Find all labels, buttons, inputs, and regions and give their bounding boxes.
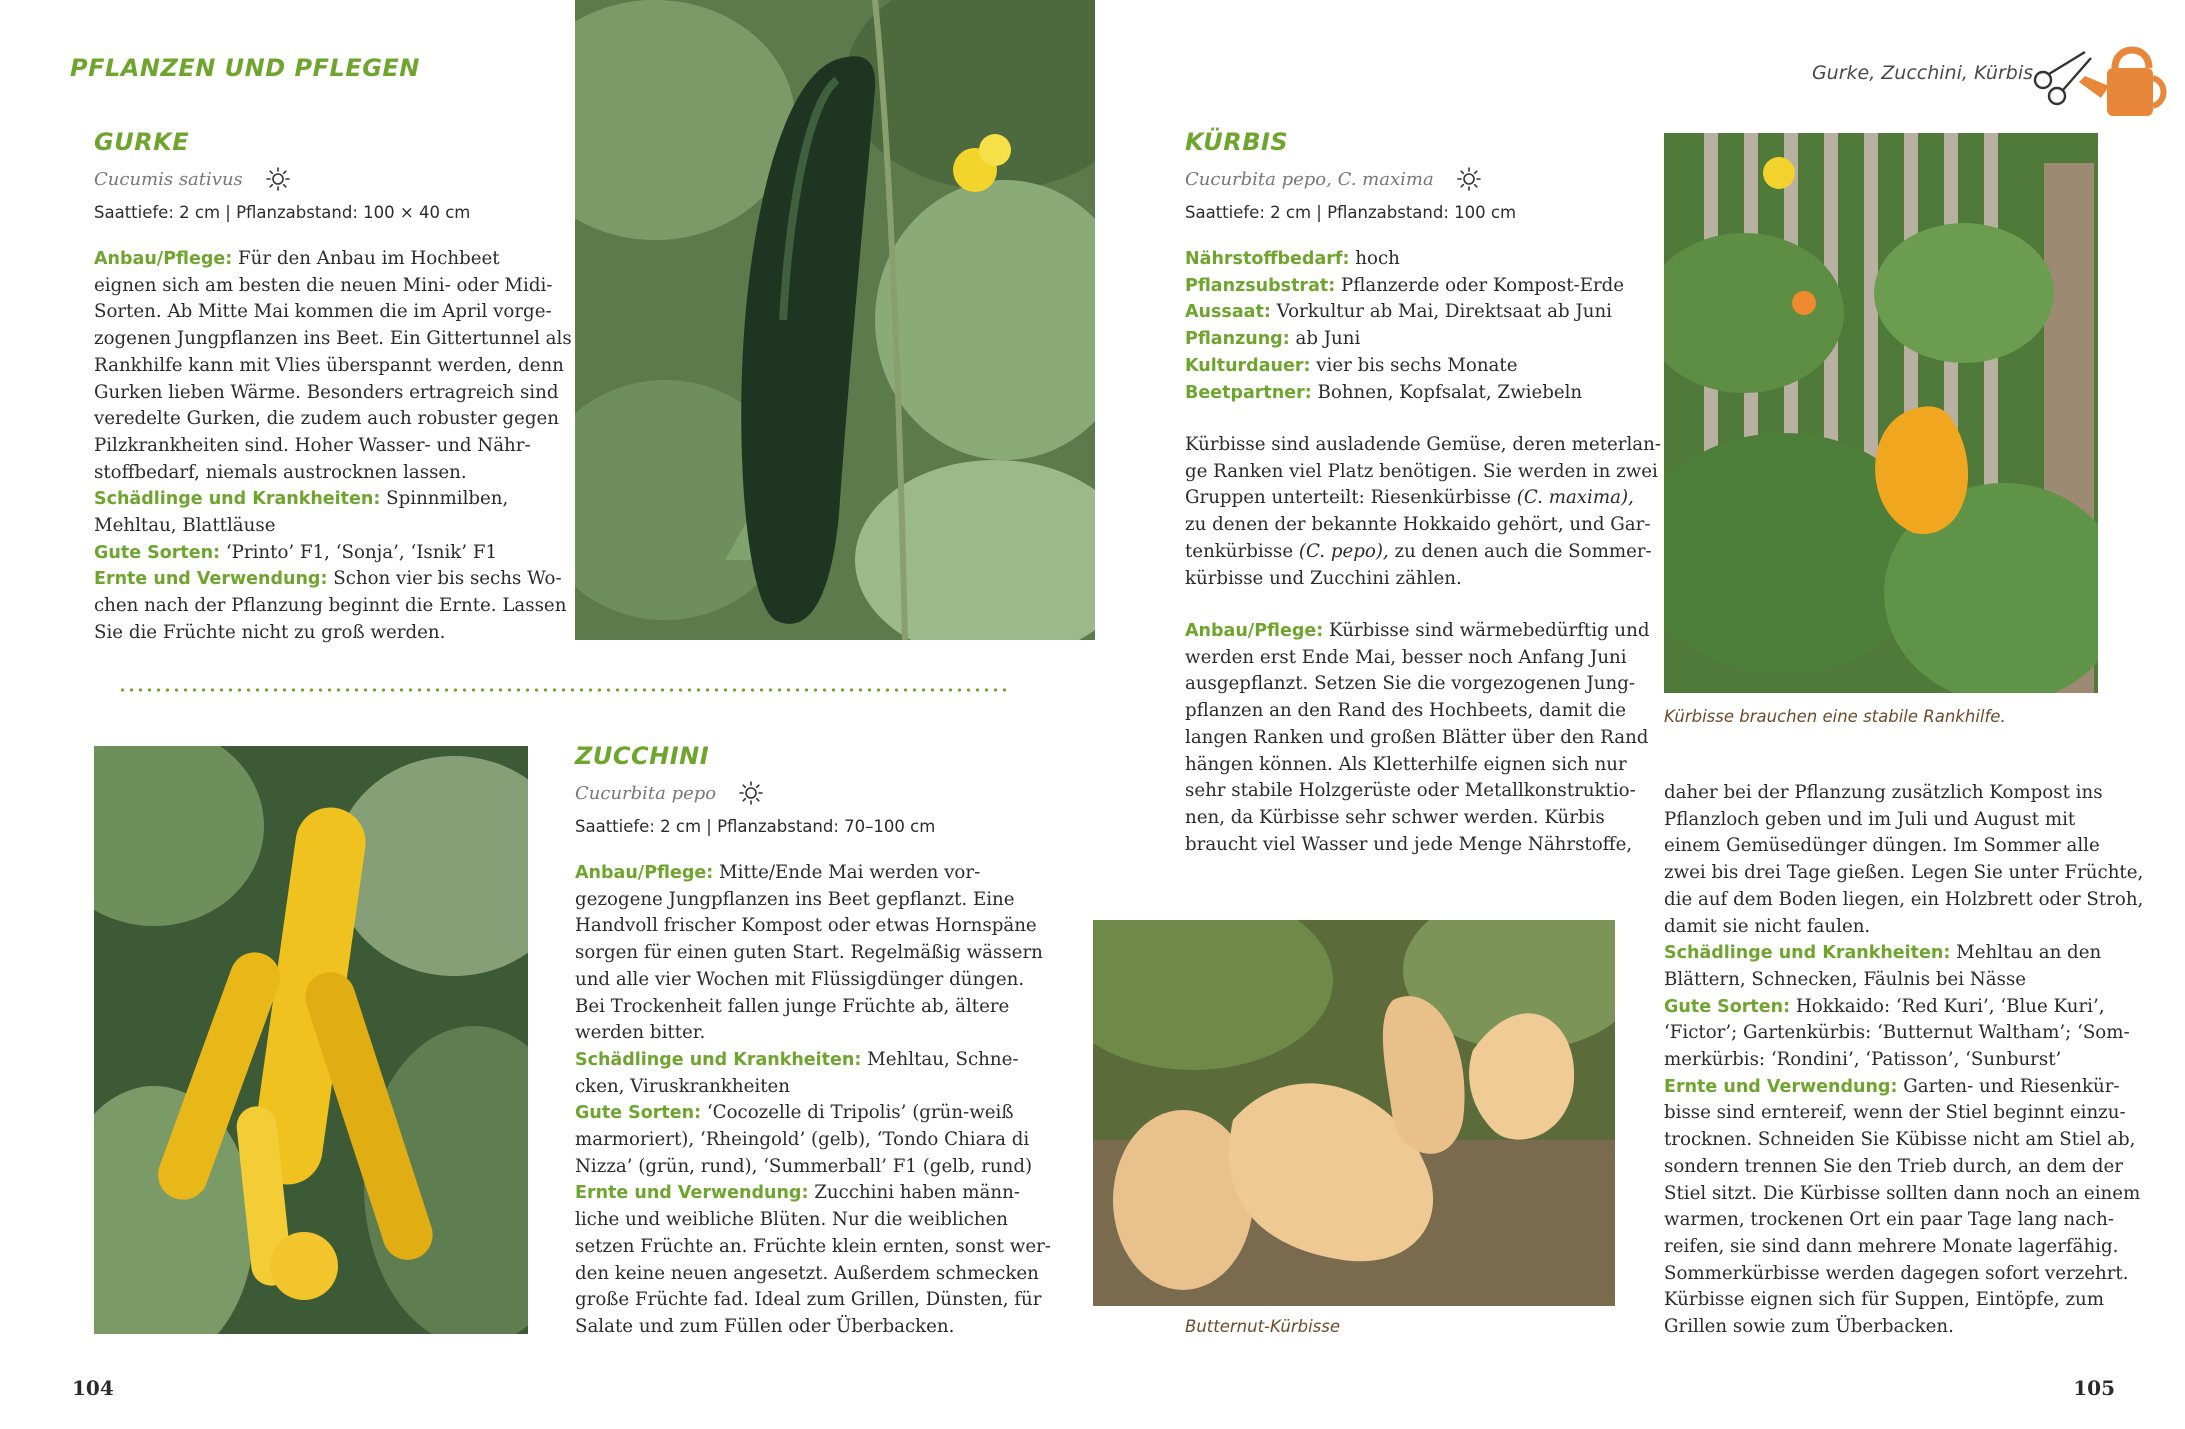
field-text: vier bis sechs Monate bbox=[1310, 354, 1518, 376]
text-line bbox=[575, 1074, 1015, 1101]
field-text: und alle vier Wochen mit Flüssigdünger düngen. bbox=[575, 968, 1025, 990]
text-line bbox=[1185, 299, 1625, 326]
field-text: Für den Anbau im Hochbeet bbox=[232, 248, 500, 269]
field-label: Gute Sorten: bbox=[94, 542, 221, 563]
text-line bbox=[1185, 832, 1633, 859]
text-line bbox=[575, 967, 1025, 994]
field-text: trocknen. Schneiden Sie Kübisse nicht am Stiel ab, bbox=[1664, 1129, 2136, 1151]
field-text: zogenen Jungpflanzen ins Beet. Ein Gittertunnel als bbox=[94, 328, 572, 350]
field-label: Pflanzung: bbox=[1185, 329, 1290, 350]
gurke-latin bbox=[94, 166, 291, 192]
field-text: Pilzkrankheiten sind. Hoher Wasser- und Nähr- bbox=[94, 434, 531, 456]
text-line bbox=[1185, 485, 1634, 512]
field-text: Blättern, Schnecken, Fäulnis bei Nässe bbox=[1664, 968, 2027, 990]
text-line bbox=[575, 1314, 1015, 1341]
field-text: pflanzen an den Rand des Hochbeets, damit die bbox=[1185, 700, 1626, 722]
running-head: Gurke, Zucchini, Kürbis bbox=[1811, 62, 2033, 84]
text-line bbox=[94, 326, 572, 353]
text-line bbox=[1664, 1207, 2124, 1234]
text-line bbox=[1664, 860, 2144, 887]
field-text: ab Juni bbox=[1289, 328, 1361, 350]
text-line bbox=[94, 460, 534, 487]
field-text: Rankhilfe kann mit Vlies überspannt werden, denn bbox=[94, 354, 564, 376]
field-text: Bohnen, Kopfsalat, Zwiebeln bbox=[1311, 381, 1583, 403]
text-line bbox=[1185, 805, 1625, 832]
field-text: Sorten. Ab Mitte Mai kommen die im April vorge- bbox=[94, 301, 552, 323]
text-line bbox=[94, 246, 534, 273]
text-line bbox=[94, 593, 567, 620]
field-text: daher bei der Pflanzung zusätzlich Kompost ins bbox=[1664, 782, 2103, 803]
field-text: stoffbedarf, niemals austrocknen lassen. bbox=[94, 461, 467, 483]
text-line bbox=[94, 299, 552, 326]
zucchini-latin bbox=[575, 780, 764, 806]
field-text: Hokkaido: ‘Red Kuri’, ‘Blue Kuri’, bbox=[1790, 995, 2105, 1017]
field-text: setzen Früchte an. Früchte klein ernten, sonst wer- bbox=[575, 1235, 1051, 1257]
text-line bbox=[1185, 752, 1625, 779]
text-line bbox=[575, 913, 1037, 940]
field-text: zwei bis drei Tage gießen. Legen Sie unter Früchte, bbox=[1664, 862, 2144, 884]
right-page bbox=[1093, 0, 2185, 1429]
field-text: veredelte Gurken, die zudem auch robuster gegen bbox=[94, 408, 559, 430]
field-label: Anbau/Pflege: bbox=[575, 863, 714, 883]
field-text: Salate und zum Füllen oder Überbacken. bbox=[575, 1315, 955, 1337]
text-line bbox=[575, 1020, 1015, 1047]
field-label: Gute Sorten: bbox=[575, 1103, 702, 1124]
field-text: merkürbis: ‘Rondini’, ‘Patisson’, ‘Sunburst’ bbox=[1664, 1049, 2062, 1071]
text-line bbox=[575, 1261, 1039, 1288]
field-text: langen Ranken und großen Blätter über den Rand bbox=[1185, 726, 1649, 748]
zucchini-photo bbox=[94, 746, 528, 1334]
field-text: die auf dem Boden liegen, ein Holzbrett oder Stroh, bbox=[1664, 888, 2144, 910]
text-line bbox=[1185, 671, 1636, 698]
field-text: cken, Viruskrankheiten bbox=[575, 1075, 790, 1097]
text-line bbox=[575, 887, 1015, 914]
section-heading: PFLANZEN UND PFLEGEN bbox=[70, 54, 420, 82]
pumpkin-fence-photo bbox=[1664, 133, 2098, 693]
field-text: sondern trennen Sie den Trieb durch, an dem der bbox=[1664, 1155, 2123, 1177]
field-text: hoch bbox=[1349, 248, 1400, 269]
text-line bbox=[94, 380, 559, 407]
text-line bbox=[1185, 432, 1661, 459]
field-label: Anbau/Pflege: bbox=[94, 249, 233, 269]
field-text: hängen können. Als Kletterhilfe eignen sich nur bbox=[1185, 753, 1627, 775]
zucchini-latin-name: Cucurbita pepo bbox=[575, 782, 717, 804]
field-text: braucht viel Wasser und jede Menge Nährstoffe, bbox=[1185, 833, 1633, 855]
field-text: sehr stabile Holzgerüste oder Metallkonstruktio- bbox=[1185, 780, 1636, 802]
latin-term: (C. maxima), bbox=[1516, 487, 1634, 509]
field-text: eignen sich am besten die neuen Mini- oder Midi- bbox=[94, 274, 553, 296]
text-line bbox=[94, 273, 553, 300]
field-label: Ernte und Verwendung: bbox=[1664, 1076, 1898, 1097]
text-line bbox=[1664, 1234, 2124, 1261]
field-text: ge Ranken viel Platz benötigen. Sie werden in zwei bbox=[1185, 460, 1658, 482]
kuerbis-title: KÜRBIS bbox=[1185, 128, 1289, 156]
field-text: Handvoll frischer Kompost oder etwas Hornspäne bbox=[575, 915, 1037, 937]
text-line bbox=[575, 1207, 1015, 1234]
field-text: Bei Trockenheit fallen junge Früchte ab, ältere bbox=[575, 995, 1010, 1017]
field-label: Beetpartner: bbox=[1185, 382, 1312, 403]
zucchini-meta: Saattiefe: 2 cm | Pflanzabstand: 70–100 cm bbox=[575, 817, 936, 836]
field-label: Gute Sorten: bbox=[1664, 996, 1791, 1017]
kuerbis-care bbox=[1185, 618, 1650, 858]
text-line bbox=[1664, 1314, 2124, 1341]
gurke-meta: Saattiefe: 2 cm | Pflanzabstand: 100 × 40 cm bbox=[94, 203, 471, 222]
text-line bbox=[94, 540, 534, 567]
text-line bbox=[1664, 833, 2124, 860]
kuerbis-meta: Saattiefe: 2 cm | Pflanzabstand: 100 cm bbox=[1185, 203, 1517, 222]
field-label: Ernte und Verwendung: bbox=[575, 1183, 809, 1204]
kuerbis-continuation bbox=[1664, 780, 2144, 1341]
field-text: ‘Printo’ F1, ‘Sonja’, ‘Isnik’ F1 bbox=[220, 541, 498, 563]
field-text: Sie die Früchte nicht zu groß werden. bbox=[94, 621, 446, 643]
text-line bbox=[1185, 645, 1625, 672]
text-line bbox=[575, 1100, 1015, 1127]
text-line bbox=[575, 1127, 1030, 1154]
field-label: Ernte und Verwendung: bbox=[94, 569, 328, 590]
text-line bbox=[1664, 1127, 2136, 1154]
zucchini-title: ZUCCHINI bbox=[575, 742, 710, 770]
field-label: Schädlinge und Krankheiten: bbox=[575, 1049, 862, 1070]
text-line bbox=[1664, 1154, 2124, 1181]
field-text: liche und weibliche Blüten. Nur die weiblichen bbox=[575, 1209, 1008, 1231]
text-line bbox=[575, 940, 1043, 967]
field-text: Gurken lieben Wärme. Besonders ertragreich sind bbox=[94, 381, 559, 403]
field-label: Kulturdauer: bbox=[1185, 355, 1311, 376]
field-label: Schädlinge und Krankheiten: bbox=[1664, 943, 1951, 964]
field-text: tenkürbisse bbox=[1185, 540, 1299, 562]
field-text: einem Gemüsedünger düngen. Im Sommer alle bbox=[1664, 835, 2100, 857]
text-line bbox=[1185, 273, 1625, 300]
field-text: Mehltau an den bbox=[1950, 942, 2102, 964]
latin-term: (C. pepo), bbox=[1298, 540, 1389, 562]
page-number-left: 104 bbox=[72, 1376, 114, 1400]
text-line bbox=[1664, 967, 2124, 994]
field-text: gezogene Jungpflanzen ins Beet gepflanzt. Eine bbox=[575, 888, 1015, 910]
text-line bbox=[1185, 246, 1625, 273]
butternut-caption: Butternut-Kürbisse bbox=[1185, 1317, 1341, 1336]
field-text: reifen, sie sind dann mehrere Monate lagerfähig. bbox=[1664, 1235, 2119, 1257]
cucumber-photo bbox=[575, 0, 1095, 640]
text-line bbox=[1185, 725, 1649, 752]
text-line bbox=[1664, 994, 2124, 1021]
text-line bbox=[1185, 778, 1636, 805]
kuerbis-latin bbox=[1185, 166, 1482, 192]
field-text: nen, da Kürbisse sehr schwer werden. Kürbis bbox=[1185, 806, 1605, 828]
text-line bbox=[94, 513, 534, 540]
kuerbis-facts bbox=[1185, 246, 1625, 406]
field-text: Nizza’ (grün, rund), ‘Summerball’ F1 (gelb, rund) bbox=[575, 1155, 1033, 1177]
field-text: werden bitter. bbox=[575, 1022, 706, 1044]
field-text: Garten- und Riesenkür- bbox=[1897, 1075, 2120, 1097]
text-line bbox=[575, 1234, 1051, 1261]
text-line bbox=[94, 353, 564, 380]
text-line bbox=[1664, 940, 2124, 967]
text-line bbox=[1185, 459, 1658, 486]
field-text: Mitte/Ende Mai werden vor- bbox=[713, 862, 981, 883]
field-text: den keine neuen angesetzt. Außerdem schmecken bbox=[575, 1262, 1039, 1284]
field-text: warmen, trockenen Ort ein paar Tage lang nach- bbox=[1664, 1209, 2115, 1231]
text-line bbox=[1185, 698, 1625, 725]
text-line bbox=[1664, 1074, 2124, 1101]
field-text: ‘Cocozelle di Tripolis’ (grün-weiß bbox=[701, 1102, 1014, 1124]
field-label: Nährstoffbedarf: bbox=[1185, 249, 1350, 269]
text-line bbox=[1185, 539, 1652, 566]
field-text: Zucchini haben männ- bbox=[808, 1182, 1020, 1204]
field-text: Mehltau, Schne- bbox=[861, 1048, 1019, 1070]
text-line bbox=[575, 1154, 1033, 1181]
text-line bbox=[1185, 380, 1625, 407]
field-text: Schon vier bis sechs Wo- bbox=[327, 568, 562, 590]
text-line bbox=[1664, 1020, 2130, 1047]
field-text: Sommerkürbisse werden dagegen sofort verzehrt. bbox=[1664, 1262, 2129, 1284]
text-line bbox=[575, 860, 1015, 887]
field-text: Kürbisse sind ausladende Gemüse, deren meterlan- bbox=[1185, 434, 1661, 455]
gurke-body bbox=[94, 246, 572, 647]
field-text: Pflanzerde oder Kompost-Erde bbox=[1335, 274, 1625, 296]
field-text: werden erst Ende Mai, besser noch Anfang Juni bbox=[1185, 646, 1627, 668]
field-label: Anbau/Pflege: bbox=[1185, 621, 1324, 641]
text-line bbox=[1185, 566, 1625, 593]
gurke-latin-name: Cucumis sativus bbox=[94, 168, 243, 190]
kuerbis-intro bbox=[1185, 432, 1661, 592]
gurke-title: GURKE bbox=[94, 128, 190, 156]
field-text: Stiel sitzt. Die Kürbisse sollten dann noch an einem bbox=[1664, 1182, 2141, 1204]
field-text: ausgepflanzt. Setzen Sie die vorgezogenen Jung- bbox=[1185, 673, 1636, 695]
text-line bbox=[94, 486, 534, 513]
text-line bbox=[1664, 807, 2124, 834]
text-line bbox=[94, 433, 534, 460]
field-text: Pflanzloch geben und im Juli und August mit bbox=[1664, 808, 2076, 830]
field-label: Schädlinge und Krankheiten: bbox=[94, 489, 381, 510]
text-line bbox=[1664, 914, 2124, 941]
text-line bbox=[94, 406, 559, 433]
left-page bbox=[0, 0, 1092, 1429]
field-text: Grillen sowie zum Überbacken. bbox=[1664, 1316, 1954, 1338]
text-line bbox=[94, 620, 534, 647]
text-line bbox=[1664, 780, 2124, 807]
field-text: ‘Fictor’; Gartenkürbis: ‘Butternut Waltham’; ‘Som- bbox=[1664, 1022, 2130, 1044]
field-label: Aussaat: bbox=[1185, 302, 1271, 323]
fence-caption: Kürbisse brauchen eine stabile Rankhilfe. bbox=[1664, 707, 2006, 726]
field-text: bisse sind erntereif, wenn der Stiel beginnt einzu- bbox=[1664, 1102, 2126, 1124]
text-line bbox=[1664, 1287, 2124, 1314]
text-line bbox=[575, 1180, 1020, 1207]
text-line bbox=[1185, 353, 1625, 380]
text-line bbox=[1664, 1100, 2124, 1127]
field-text: damit sie nicht faulen. bbox=[1664, 915, 1871, 937]
butternut-photo bbox=[1093, 920, 1615, 1306]
text-line bbox=[94, 566, 562, 593]
kuerbis-latin-name: Cucurbita pepo, C. maxima bbox=[1185, 168, 1434, 190]
text-line bbox=[1664, 1181, 2141, 1208]
text-line bbox=[1185, 326, 1625, 353]
text-line bbox=[1185, 512, 1651, 539]
text-line bbox=[575, 1287, 1042, 1314]
field-text: Spinnmilben, bbox=[380, 488, 509, 510]
zucchini-body bbox=[575, 860, 1051, 1341]
field-text: Vorkultur ab Mai, Direktsaat ab Juni bbox=[1270, 301, 1612, 323]
field-text: Kürbisse eignen sich für Suppen, Eintöpfe, zum bbox=[1664, 1289, 2105, 1311]
page-number-right: 105 bbox=[2073, 1376, 2115, 1400]
field-text: zu denen der bekannte Hokkaido gehört, und Gar- bbox=[1185, 514, 1651, 536]
field-text: Mehltau, Blattläuse bbox=[94, 515, 276, 537]
field-text: zu denen auch die Sommer- bbox=[1388, 540, 1652, 562]
sun-icon bbox=[1456, 166, 1482, 192]
text-line bbox=[575, 1047, 1019, 1074]
field-text: Gruppen unterteilt: Riesenkürbisse bbox=[1185, 487, 1517, 509]
field-label: Pflanzsubstrat: bbox=[1185, 275, 1336, 296]
field-text: chen nach der Pflanzung beginnt die Ernte. Lassen bbox=[94, 595, 567, 617]
field-text: marmoriert), ‘Rheingold’ (gelb), ‘Tondo Chiara di bbox=[575, 1129, 1030, 1151]
sun-icon bbox=[265, 166, 291, 192]
section-divider bbox=[118, 688, 1010, 692]
text-line bbox=[1664, 887, 2144, 914]
text-line bbox=[1664, 1047, 2124, 1074]
text-line bbox=[575, 994, 1015, 1021]
text-line bbox=[1185, 618, 1650, 645]
field-text: Kürbisse sind wärmebedürftig und bbox=[1323, 620, 1650, 641]
field-text: große Früchte fad. Ideal zum Grillen, Dünsten, für bbox=[575, 1289, 1042, 1311]
sun-icon bbox=[738, 780, 764, 806]
field-text: sorgen für einen guten Start. Regelmäßig wässern bbox=[575, 942, 1043, 964]
text-line bbox=[1664, 1261, 2129, 1288]
field-text: kürbisse und Zucchini zählen. bbox=[1185, 567, 1462, 589]
watering-can-shears-icon bbox=[2029, 38, 2169, 124]
